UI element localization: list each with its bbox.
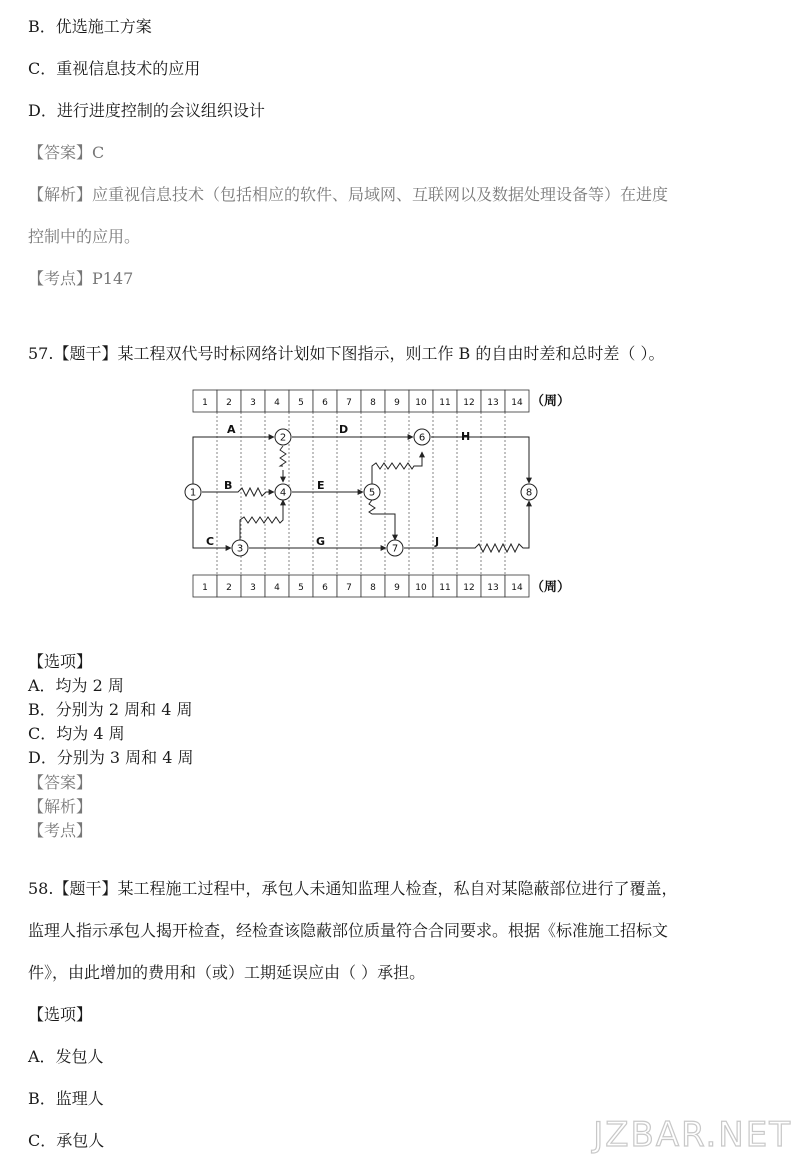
activity-j-arrow xyxy=(404,501,529,552)
q56-option-b: B．优选施工方案 xyxy=(28,17,152,36)
q56-option-c: C．重视信息技术的应用 xyxy=(28,59,201,78)
q58-option-c: C．承包人 xyxy=(28,1131,105,1150)
dummy-2-4 xyxy=(280,446,286,466)
scale-top-week-4: 4 xyxy=(274,398,280,408)
q58-options-header: 【选项】 xyxy=(28,1005,93,1024)
activity-a-arrow xyxy=(193,437,274,485)
node-3-label: 3 xyxy=(236,543,244,555)
scale-top-week-6: 6 xyxy=(322,398,328,408)
activity-label-c: C xyxy=(206,535,215,548)
week-scale-bottom xyxy=(193,575,529,597)
scale-top-week-12: 12 xyxy=(463,398,475,408)
activity-h-arrow xyxy=(431,437,529,483)
q57-option-c: C．均为 4 周 xyxy=(28,724,125,743)
scale-top-week-9: 9 xyxy=(394,398,400,408)
node-7-label: 7 xyxy=(391,543,399,555)
q57-stem: 57.【题干】某工程双代号时标网络计划如下图指示，则工作 B 的自由时差和总时差（ ）。 xyxy=(28,344,665,363)
dummy-3-4 xyxy=(240,500,283,540)
q58-stem-line-2: 监理人指示承包人揭开检查，经检查该隐蔽部位质量符合合同要求。根据《标准施工招标文 xyxy=(28,921,669,940)
q57-option-a: A．均为 2 周 xyxy=(28,676,124,695)
dummy-5-6 xyxy=(372,452,422,484)
scale-top-week-1: 1 xyxy=(202,398,208,408)
scale-bottom-week-3: 3 xyxy=(250,583,256,593)
q57-answer: 【答案】 xyxy=(28,773,93,792)
scale-bottom-week-7: 7 xyxy=(346,583,352,593)
scale-bottom-week-6: 6 xyxy=(322,583,328,593)
q58-option-b: B．监理人 xyxy=(28,1089,104,1108)
scale-top-week-7: 7 xyxy=(346,398,352,408)
scale-top-week-10: 10 xyxy=(415,398,427,408)
scale-bottom-week-5: 5 xyxy=(298,583,304,593)
scale-bottom-week-4: 4 xyxy=(274,583,280,593)
scale-top-week-8: 8 xyxy=(370,398,376,408)
activity-label-a: A xyxy=(227,423,236,436)
q56-analysis-line-2: 控制中的应用。 xyxy=(28,227,141,246)
node-5-label: 5 xyxy=(368,487,376,499)
q56-answer: 【答案】C xyxy=(28,143,105,162)
q56-exam-point: 【考点】P147 xyxy=(28,269,134,288)
scale-top-week-5: 5 xyxy=(298,398,304,408)
q57-option-d: D．分别为 3 周和 4 周 xyxy=(28,748,194,767)
node-8-label: 8 xyxy=(525,487,533,499)
scale-bottom-week-1: 1 xyxy=(202,583,208,593)
scale-bottom-week-10: 10 xyxy=(415,583,427,593)
week-unit-label-bottom: （周） xyxy=(531,580,571,595)
scale-top-week-3: 3 xyxy=(250,398,256,408)
activity-label-b: B xyxy=(224,479,233,492)
scale-bottom-week-14: 14 xyxy=(511,583,523,593)
dummy-5-7 xyxy=(369,500,395,540)
activity-b-arrow xyxy=(202,488,274,496)
scale-bottom-week-9: 9 xyxy=(394,583,400,593)
scale-top-week-13: 13 xyxy=(487,398,499,408)
q56-analysis-line-1: 【解析】应重视信息技术（包括相应的软件、局域网、互联网以及数据处理设备等）在进度 xyxy=(28,185,669,204)
node-4-label: 4 xyxy=(279,487,287,499)
q58-option-a: A．发包人 xyxy=(28,1047,104,1066)
scale-top-week-2: 2 xyxy=(226,398,232,408)
scale-bottom-week-13: 13 xyxy=(487,583,499,593)
activity-label-h: H xyxy=(461,430,471,443)
week-unit-label-top: （周） xyxy=(531,394,571,409)
week-scale-top xyxy=(193,390,529,412)
node-2-label: 2 xyxy=(279,432,287,444)
node-6-label: 6 xyxy=(418,432,426,444)
activity-label-j: J xyxy=(435,535,440,548)
activity-label-g: G xyxy=(316,535,326,548)
activity-label-d: D xyxy=(339,423,349,436)
scale-bottom-week-2: 2 xyxy=(226,583,232,593)
q57-exam-point: 【考点】 xyxy=(28,821,93,840)
scale-bottom-week-11: 11 xyxy=(439,583,451,593)
activity-label-e: E xyxy=(317,479,325,492)
node-1-label: 1 xyxy=(189,487,197,499)
q58-stem-line-3: 件》，由此增加的费用和（或）工期延误应由（ ）承担。 xyxy=(28,963,426,982)
scale-bottom-week-12: 12 xyxy=(463,583,475,593)
scale-bottom-week-8: 8 xyxy=(370,583,376,593)
site-watermark: JZBAR.NET xyxy=(593,1115,792,1155)
q58-stem-line-1: 58.【题干】某工程施工过程中，承包人未通知监理人检查，私自对某隐蔽部位进行了覆盖， xyxy=(28,879,678,898)
q57-analysis: 【解析】 xyxy=(28,797,93,816)
timescale-network-diagram xyxy=(183,382,593,604)
scale-top-week-14: 14 xyxy=(511,398,523,408)
scale-top-week-11: 11 xyxy=(439,398,451,408)
q57-options-header: 【选项】 xyxy=(28,652,93,671)
q57-option-b: B．分别为 2 周和 4 周 xyxy=(28,700,193,719)
q56-option-d: D．进行进度控制的会议组织设计 xyxy=(28,101,265,120)
